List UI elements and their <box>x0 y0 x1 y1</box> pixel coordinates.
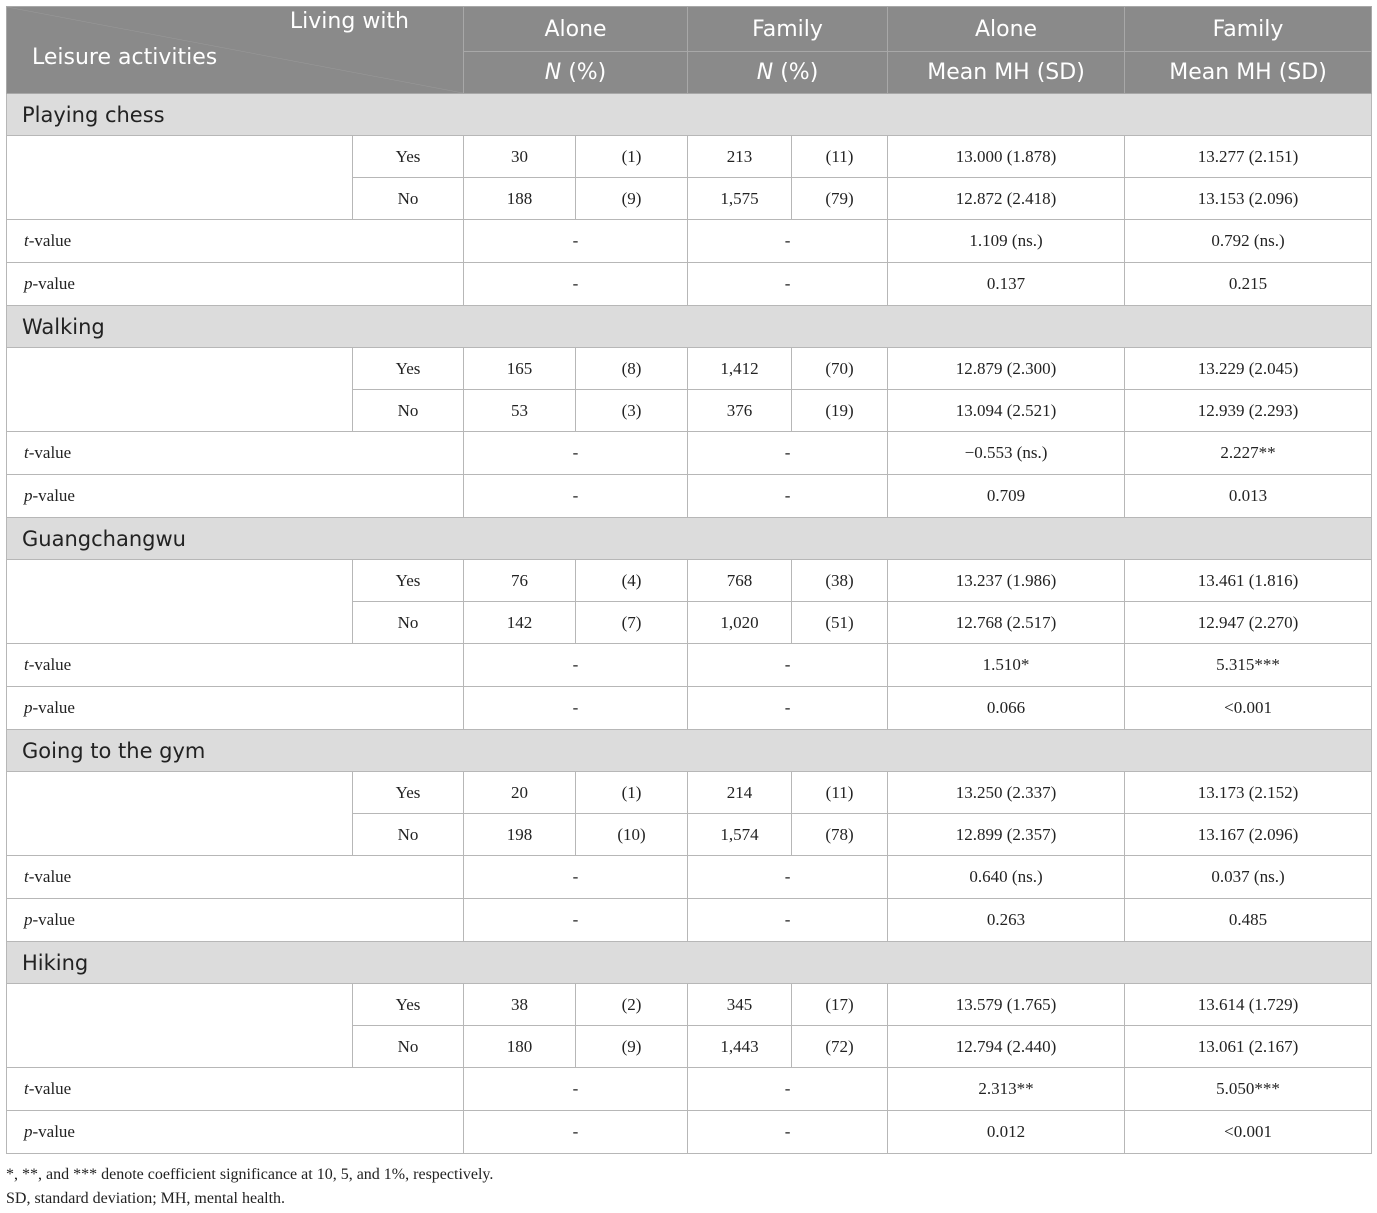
alone-n-cell: 20 <box>464 772 576 814</box>
p-symbol: p <box>24 698 33 717</box>
alone-n-cell: 188 <box>464 178 576 220</box>
alone-pct-cell: (1) <box>576 772 688 814</box>
alone-t-value: −0.553 (ns.) <box>888 432 1125 475</box>
alone-pct-cell: (8) <box>576 348 688 390</box>
t-symbol: t <box>24 443 29 462</box>
p-symbol: p <box>24 1122 33 1141</box>
response-label: Yes <box>353 984 464 1026</box>
t-value-row <box>7 432 1372 475</box>
family-n-dash: - <box>688 644 888 687</box>
alone-pct-cell: (9) <box>576 1026 688 1068</box>
header-row-1 <box>7 7 1372 52</box>
blank-cell <box>7 136 353 220</box>
alone-n-dash: - <box>464 644 688 687</box>
alone-n-cell: 53 <box>464 390 576 432</box>
p-value-row <box>7 1111 1372 1154</box>
family-n-dash: - <box>688 220 888 263</box>
footnote-abbreviations: SD, standard deviation; MH, mental health. <box>6 1190 286 1207</box>
pct-symbol: (%) <box>561 60 607 85</box>
subheader-alone-n-pct <box>464 52 688 94</box>
alone-pct-cell: (7) <box>576 602 688 644</box>
footnote-significance: *, **, and *** denote coefficient significance at 10, 5, and 1%, respectively. <box>6 1166 494 1183</box>
alone-n-dash: - <box>464 856 688 899</box>
leisure-activities-label: Leisure activities <box>32 45 218 70</box>
family-mh-cell: 12.939 (2.293) <box>1125 390 1372 432</box>
section-header-row <box>7 306 1372 348</box>
alone-n-dash: - <box>464 899 688 942</box>
alone-p-value: 0.012 <box>888 1111 1125 1154</box>
family-mh-cell: 13.173 (2.152) <box>1125 772 1372 814</box>
family-n-dash: - <box>688 899 888 942</box>
blank-cell <box>7 348 353 432</box>
section-header-row <box>7 94 1372 136</box>
alone-t-value: 1.510* <box>888 644 1125 687</box>
alone-n-cell: 142 <box>464 602 576 644</box>
family-p-value: <0.001 <box>1125 687 1372 730</box>
alone-t-value: 2.313** <box>888 1068 1125 1111</box>
family-mh-cell: 13.461 (1.816) <box>1125 560 1372 602</box>
family-n-dash: - <box>688 687 888 730</box>
response-label: Yes <box>353 772 464 814</box>
alone-p-value: 0.709 <box>888 475 1125 518</box>
family-n-cell: 1,412 <box>688 348 792 390</box>
alone-mh-cell: 12.794 (2.440) <box>888 1026 1125 1068</box>
alone-n-cell: 38 <box>464 984 576 1026</box>
family-n-dash: - <box>688 263 888 306</box>
value-suffix: -value <box>32 698 75 717</box>
table-row <box>7 560 1372 602</box>
family-pct-cell: (17) <box>792 984 888 1026</box>
p-value-label <box>7 475 464 518</box>
family-pct-cell: (51) <box>792 602 888 644</box>
results-table <box>6 6 1372 1154</box>
p-value-row <box>7 687 1372 730</box>
p-value-label <box>7 899 464 942</box>
alone-n-dash: - <box>464 1068 688 1111</box>
value-suffix: -value <box>32 486 75 505</box>
alone-pct-cell: (10) <box>576 814 688 856</box>
table-row <box>7 348 1372 390</box>
family-t-value: 5.050*** <box>1125 1068 1372 1111</box>
family-pct-cell: (11) <box>792 772 888 814</box>
blank-cell <box>7 560 353 644</box>
table-row <box>7 772 1372 814</box>
value-suffix: -value <box>32 1122 75 1141</box>
subheader-family-mean: Mean MH (SD) <box>1125 52 1372 94</box>
alone-pct-cell: (9) <box>576 178 688 220</box>
t-value-row <box>7 220 1372 263</box>
p-value-row <box>7 263 1372 306</box>
alone-p-value: 0.137 <box>888 263 1125 306</box>
t-value-row <box>7 856 1372 899</box>
alone-n-dash: - <box>464 220 688 263</box>
family-n-cell: 345 <box>688 984 792 1026</box>
value-suffix: -value <box>28 867 72 886</box>
p-value-row <box>7 899 1372 942</box>
response-label: No <box>353 178 464 220</box>
table-body <box>7 94 1372 1154</box>
alone-pct-cell: (1) <box>576 136 688 178</box>
section-header-row <box>7 518 1372 560</box>
blank-cell <box>7 984 353 1068</box>
family-n-dash: - <box>688 432 888 475</box>
response-label: Yes <box>353 560 464 602</box>
value-suffix: -value <box>28 231 72 250</box>
t-symbol: t <box>24 867 29 886</box>
family-pct-cell: (78) <box>792 814 888 856</box>
table-row <box>7 136 1372 178</box>
section-header-row <box>7 942 1372 984</box>
alone-n-dash: - <box>464 475 688 518</box>
t-value-label <box>7 856 464 899</box>
p-symbol: p <box>24 910 33 929</box>
t-value-label <box>7 432 464 475</box>
t-symbol: t <box>24 1079 29 1098</box>
subheader-family-n-pct <box>688 52 888 94</box>
family-n-cell: 376 <box>688 390 792 432</box>
alone-n-cell: 165 <box>464 348 576 390</box>
p-value-label <box>7 1111 464 1154</box>
family-mh-cell: 13.167 (2.096) <box>1125 814 1372 856</box>
alone-mh-cell: 13.000 (1.878) <box>888 136 1125 178</box>
family-n-dash: - <box>688 1068 888 1111</box>
family-pct-cell: (72) <box>792 1026 888 1068</box>
p-symbol: p <box>24 486 33 505</box>
family-p-value: 0.215 <box>1125 263 1372 306</box>
section-name: Going to the gym <box>7 730 1372 772</box>
alone-n-dash: - <box>464 432 688 475</box>
family-pct-cell: (70) <box>792 348 888 390</box>
family-n-cell: 1,020 <box>688 602 792 644</box>
subheader-alone-mean: Mean MH (SD) <box>888 52 1125 94</box>
alone-mh-cell: 12.768 (2.517) <box>888 602 1125 644</box>
alone-n-cell: 180 <box>464 1026 576 1068</box>
footnotes <box>6 1163 493 1211</box>
family-mh-cell: 12.947 (2.270) <box>1125 602 1372 644</box>
col-header-family-mh: Family <box>1125 7 1372 52</box>
alone-pct-cell: (2) <box>576 984 688 1026</box>
alone-n-dash: - <box>464 1111 688 1154</box>
alone-n-cell: 30 <box>464 136 576 178</box>
section-name: Guangchangwu <box>7 518 1372 560</box>
family-n-dash: - <box>688 475 888 518</box>
results-table-container <box>6 6 1371 1154</box>
family-n-cell: 213 <box>688 136 792 178</box>
alone-pct-cell: (3) <box>576 390 688 432</box>
blank-cell <box>7 772 353 856</box>
t-symbol: t <box>24 655 29 674</box>
t-value-label <box>7 644 464 687</box>
corner-header-cell <box>7 7 464 94</box>
alone-mh-cell: 13.579 (1.765) <box>888 984 1125 1026</box>
family-pct-cell: (19) <box>792 390 888 432</box>
response-label: Yes <box>353 136 464 178</box>
alone-mh-cell: 13.094 (2.521) <box>888 390 1125 432</box>
response-label: No <box>353 602 464 644</box>
family-p-value: 0.013 <box>1125 475 1372 518</box>
family-pct-cell: (38) <box>792 560 888 602</box>
value-suffix: -value <box>28 443 72 462</box>
section-name: Hiking <box>7 942 1372 984</box>
response-label: Yes <box>353 348 464 390</box>
value-suffix: -value <box>28 1079 72 1098</box>
value-suffix: -value <box>32 274 75 293</box>
alone-p-value: 0.066 <box>888 687 1125 730</box>
value-suffix: -value <box>28 655 72 674</box>
alone-p-value: 0.263 <box>888 899 1125 942</box>
n-symbol: N <box>756 60 774 85</box>
p-value-row <box>7 475 1372 518</box>
alone-t-value: 1.109 (ns.) <box>888 220 1125 263</box>
alone-pct-cell: (4) <box>576 560 688 602</box>
t-value-label <box>7 1068 464 1111</box>
family-n-dash: - <box>688 856 888 899</box>
response-label: No <box>353 814 464 856</box>
p-value-label <box>7 263 464 306</box>
alone-mh-cell: 13.237 (1.986) <box>888 560 1125 602</box>
alone-n-cell: 198 <box>464 814 576 856</box>
family-p-value: <0.001 <box>1125 1111 1372 1154</box>
family-n-dash: - <box>688 1111 888 1154</box>
family-p-value: 0.485 <box>1125 899 1372 942</box>
table-row <box>7 984 1372 1026</box>
p-value-label <box>7 687 464 730</box>
alone-n-cell: 76 <box>464 560 576 602</box>
alone-mh-cell: 13.250 (2.337) <box>888 772 1125 814</box>
family-n-cell: 214 <box>688 772 792 814</box>
alone-t-value: 0.640 (ns.) <box>888 856 1125 899</box>
col-header-alone-mh: Alone <box>888 7 1125 52</box>
section-name: Walking <box>7 306 1372 348</box>
family-mh-cell: 13.153 (2.096) <box>1125 178 1372 220</box>
alone-n-dash: - <box>464 687 688 730</box>
value-suffix: -value <box>32 910 75 929</box>
family-pct-cell: (79) <box>792 178 888 220</box>
family-mh-cell: 13.229 (2.045) <box>1125 348 1372 390</box>
family-t-value: 0.037 (ns.) <box>1125 856 1372 899</box>
alone-mh-cell: 12.899 (2.357) <box>888 814 1125 856</box>
family-t-value: 5.315*** <box>1125 644 1372 687</box>
response-label: No <box>353 390 464 432</box>
col-header-alone-n: Alone <box>464 7 688 52</box>
family-t-value: 2.227** <box>1125 432 1372 475</box>
family-t-value: 0.792 (ns.) <box>1125 220 1372 263</box>
alone-n-dash: - <box>464 263 688 306</box>
family-mh-cell: 13.277 (2.151) <box>1125 136 1372 178</box>
family-n-cell: 1,574 <box>688 814 792 856</box>
family-n-cell: 768 <box>688 560 792 602</box>
section-header-row <box>7 730 1372 772</box>
t-symbol: t <box>24 231 29 250</box>
living-with-label: Living with <box>289 9 409 34</box>
family-mh-cell: 13.061 (2.167) <box>1125 1026 1372 1068</box>
section-name: Playing chess <box>7 94 1372 136</box>
pct-symbol: (%) <box>773 60 819 85</box>
t-value-label <box>7 220 464 263</box>
alone-mh-cell: 12.879 (2.300) <box>888 348 1125 390</box>
t-value-row <box>7 644 1372 687</box>
col-header-family-n: Family <box>688 7 888 52</box>
alone-mh-cell: 12.872 (2.418) <box>888 178 1125 220</box>
family-mh-cell: 13.614 (1.729) <box>1125 984 1372 1026</box>
family-n-cell: 1,575 <box>688 178 792 220</box>
p-symbol: p <box>24 274 33 293</box>
n-symbol: N <box>544 60 562 85</box>
t-value-row <box>7 1068 1372 1111</box>
response-label: No <box>353 1026 464 1068</box>
family-pct-cell: (11) <box>792 136 888 178</box>
family-n-cell: 1,443 <box>688 1026 792 1068</box>
